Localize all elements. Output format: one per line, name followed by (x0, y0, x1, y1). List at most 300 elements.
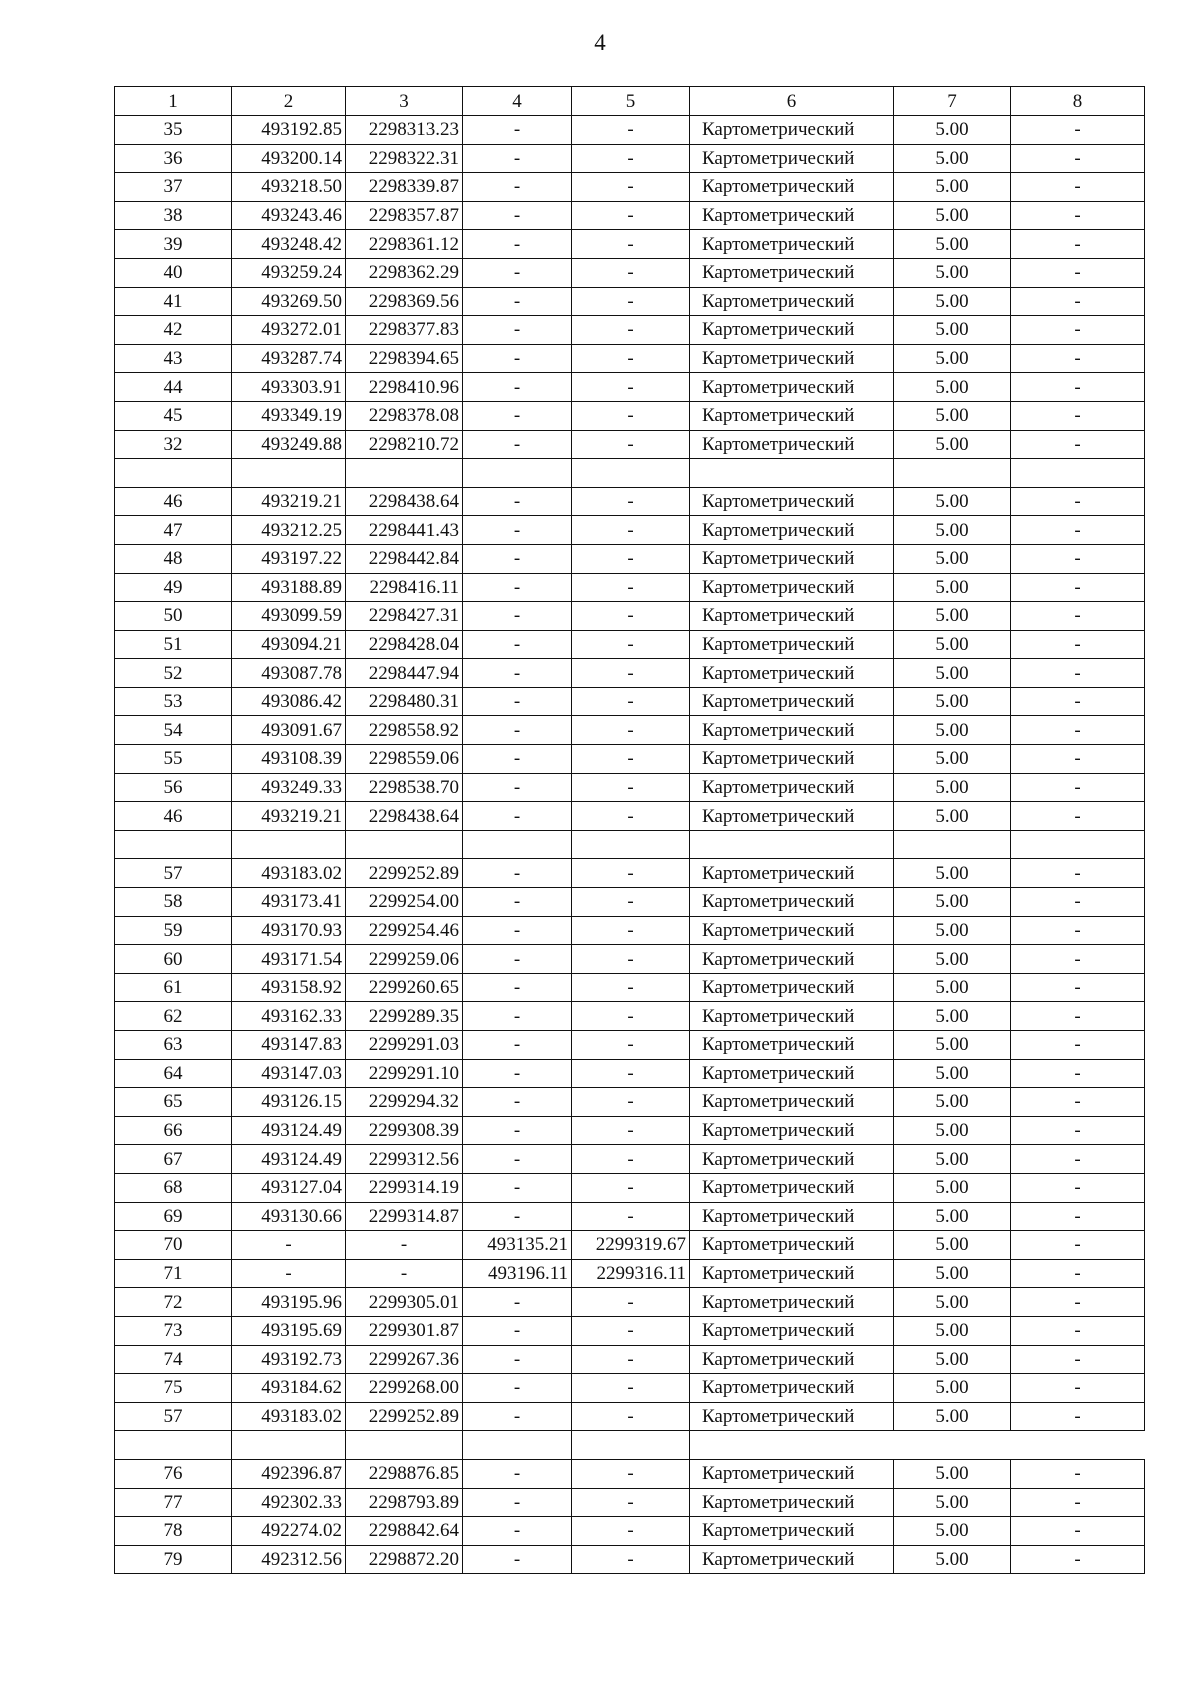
accuracy-cell: 5.00 (894, 1316, 1011, 1345)
x-alt-coordinate-cell: - (463, 316, 572, 345)
y-alt-coordinate-cell: - (572, 1059, 690, 1088)
x-coordinate-cell: 493192.73 (232, 1345, 346, 1374)
y-alt-coordinate-cell: - (572, 1202, 690, 1231)
point-number-cell: 32 (115, 430, 232, 459)
point-number-cell: 58 (115, 888, 232, 917)
x-coordinate-cell: 492302.33 (232, 1488, 346, 1517)
accuracy-cell: 5.00 (894, 1517, 1011, 1546)
x-coordinate-cell: 493184.62 (232, 1374, 346, 1403)
y-coordinate-cell: 2298416.11 (346, 573, 463, 602)
accuracy-cell: 5.00 (894, 1459, 1011, 1488)
y-alt-coordinate-cell: - (572, 144, 690, 173)
accuracy-cell: 5.00 (894, 401, 1011, 430)
method-cell: Картометрический (690, 745, 894, 774)
x-alt-coordinate-cell: - (463, 373, 572, 402)
note-cell: - (1011, 173, 1145, 202)
accuracy-cell: 5.00 (894, 1288, 1011, 1317)
table-row (115, 430, 1145, 459)
x-coordinate-cell: 493091.67 (232, 716, 346, 745)
x-coordinate-cell: 493147.83 (232, 1031, 346, 1060)
y-coordinate-cell: 2299291.03 (346, 1031, 463, 1060)
y-alt-coordinate-cell: - (572, 630, 690, 659)
table-row (115, 1316, 1145, 1345)
point-number-cell: 60 (115, 945, 232, 974)
x-alt-coordinate-cell: - (463, 1002, 572, 1031)
x-alt-coordinate-cell: - (463, 430, 572, 459)
accuracy-cell: 5.00 (894, 859, 1011, 888)
point-number-cell: 46 (115, 802, 232, 831)
table-row (115, 859, 1145, 888)
x-alt-coordinate-cell: - (463, 1145, 572, 1174)
note-cell: - (1011, 945, 1145, 974)
table-row (115, 401, 1145, 430)
note-cell: - (1011, 430, 1145, 459)
accuracy-cell: 5.00 (894, 630, 1011, 659)
accuracy-cell: 5.00 (894, 1173, 1011, 1202)
y-alt-coordinate-cell: - (572, 687, 690, 716)
accuracy-cell: 5.00 (894, 916, 1011, 945)
method-cell: Картометрический (690, 258, 894, 287)
y-coordinate-cell: 2299301.87 (346, 1316, 463, 1345)
table-row (115, 973, 1145, 1002)
x-coordinate-cell: 492396.87 (232, 1459, 346, 1488)
accuracy-cell: 5.00 (894, 973, 1011, 1002)
y-coordinate-cell: 2298427.31 (346, 602, 463, 631)
table-row (115, 1173, 1145, 1202)
y-coordinate-cell: 2299314.87 (346, 1202, 463, 1231)
x-alt-coordinate-cell: - (463, 1345, 572, 1374)
y-coordinate-cell: 2298447.94 (346, 659, 463, 688)
empty-cell (346, 459, 463, 488)
y-coordinate-cell: 2298394.65 (346, 344, 463, 373)
method-cell: Картометрический (690, 687, 894, 716)
point-number-cell: 70 (115, 1231, 232, 1260)
method-cell: Картометрический (690, 630, 894, 659)
point-number-cell: 48 (115, 544, 232, 573)
point-number-cell: 38 (115, 201, 232, 230)
x-alt-coordinate-cell: - (463, 258, 572, 287)
y-alt-coordinate-cell: - (572, 373, 690, 402)
y-alt-coordinate-cell: - (572, 230, 690, 259)
x-alt-coordinate-cell: - (463, 1059, 572, 1088)
table-row (115, 573, 1145, 602)
y-coordinate-cell: 2299260.65 (346, 973, 463, 1002)
y-coordinate-cell: 2298441.43 (346, 516, 463, 545)
y-coordinate-cell: 2298438.64 (346, 487, 463, 516)
method-cell: Картометрический (690, 544, 894, 573)
column-header: 8 (1011, 87, 1145, 116)
table-row (115, 1545, 1145, 1574)
separator-row (115, 459, 1145, 488)
x-alt-coordinate-cell: - (463, 573, 572, 602)
accuracy-cell: 5.00 (894, 1002, 1011, 1031)
table-row (115, 1259, 1145, 1288)
accuracy-cell: 5.00 (894, 201, 1011, 230)
accuracy-cell: 5.00 (894, 1345, 1011, 1374)
accuracy-cell: 5.00 (894, 1374, 1011, 1403)
note-cell: - (1011, 201, 1145, 230)
note-cell: - (1011, 1288, 1145, 1317)
point-number-cell: 41 (115, 287, 232, 316)
x-alt-coordinate-cell: - (463, 230, 572, 259)
method-cell: Картометрический (690, 287, 894, 316)
accuracy-cell: 5.00 (894, 945, 1011, 974)
x-alt-coordinate-cell: - (463, 201, 572, 230)
y-coordinate-cell: 2299254.46 (346, 916, 463, 945)
x-coordinate-cell: 493183.02 (232, 859, 346, 888)
table-row (115, 716, 1145, 745)
empty-cell (1011, 459, 1145, 488)
point-number-cell: 71 (115, 1259, 232, 1288)
x-alt-coordinate-cell: - (463, 1116, 572, 1145)
method-cell: Картометрический (690, 401, 894, 430)
point-number-cell: 63 (115, 1031, 232, 1060)
table-body (115, 87, 1145, 1574)
method-cell: Картометрический (690, 1259, 894, 1288)
table-row (115, 173, 1145, 202)
accuracy-cell: 5.00 (894, 144, 1011, 173)
y-coordinate-cell: 2298872.20 (346, 1545, 463, 1574)
point-number-cell: 62 (115, 1002, 232, 1031)
y-coordinate-cell: - (346, 1259, 463, 1288)
table-row (115, 116, 1145, 145)
y-coordinate-cell: 2299267.36 (346, 1345, 463, 1374)
table-row (115, 630, 1145, 659)
column-header: 1 (115, 87, 232, 116)
table-row (115, 916, 1145, 945)
x-alt-coordinate-cell: - (463, 173, 572, 202)
x-alt-coordinate-cell: - (463, 659, 572, 688)
point-number-cell: 57 (115, 859, 232, 888)
table-row (115, 1402, 1145, 1431)
x-alt-coordinate-cell: - (463, 1459, 572, 1488)
table-row (115, 1088, 1145, 1117)
method-cell: Картометрический (690, 230, 894, 259)
y-coordinate-cell: 2298876.85 (346, 1459, 463, 1488)
y-coordinate-cell: 2299268.00 (346, 1374, 463, 1403)
accuracy-cell: 5.00 (894, 1088, 1011, 1117)
column-header: 7 (894, 87, 1011, 116)
x-alt-coordinate-cell: - (463, 1031, 572, 1060)
table-row (115, 1002, 1145, 1031)
note-cell: - (1011, 1059, 1145, 1088)
point-number-cell: 69 (115, 1202, 232, 1231)
x-coordinate-cell: 493269.50 (232, 287, 346, 316)
y-alt-coordinate-cell: - (572, 401, 690, 430)
x-coordinate-cell: 493259.24 (232, 258, 346, 287)
y-alt-coordinate-cell: - (572, 1116, 690, 1145)
table-row (115, 1459, 1145, 1488)
x-coordinate-cell: 493124.49 (232, 1145, 346, 1174)
y-alt-coordinate-cell: - (572, 1517, 690, 1546)
y-alt-coordinate-cell: - (572, 659, 690, 688)
x-alt-coordinate-cell: - (463, 687, 572, 716)
table-row (115, 1374, 1145, 1403)
method-cell: Картометрический (690, 773, 894, 802)
table-row (115, 1059, 1145, 1088)
note-cell: - (1011, 487, 1145, 516)
point-number-cell: 53 (115, 687, 232, 716)
y-alt-coordinate-cell: - (572, 916, 690, 945)
point-number-cell: 61 (115, 973, 232, 1002)
method-cell: Картометрический (690, 1545, 894, 1574)
note-cell: - (1011, 630, 1145, 659)
x-coordinate-cell: 493249.88 (232, 430, 346, 459)
x-alt-coordinate-cell: - (463, 544, 572, 573)
separator-row (115, 830, 1145, 859)
method-cell: Картометрический (690, 1517, 894, 1546)
note-cell: - (1011, 1517, 1145, 1546)
y-coordinate-cell: 2298438.64 (346, 802, 463, 831)
point-number-cell: 49 (115, 573, 232, 602)
y-alt-coordinate-cell: - (572, 487, 690, 516)
note-cell: - (1011, 573, 1145, 602)
y-alt-coordinate-cell: - (572, 859, 690, 888)
y-coordinate-cell: 2299294.32 (346, 1088, 463, 1117)
accuracy-cell: 5.00 (894, 258, 1011, 287)
x-alt-coordinate-cell: - (463, 602, 572, 631)
accuracy-cell: 5.00 (894, 773, 1011, 802)
x-coordinate-cell: 493219.21 (232, 487, 346, 516)
x-coordinate-cell: 493126.15 (232, 1088, 346, 1117)
accuracy-cell: 5.00 (894, 888, 1011, 917)
x-alt-coordinate-cell: - (463, 1202, 572, 1231)
accuracy-cell: 5.00 (894, 1145, 1011, 1174)
empty-cell (115, 459, 232, 488)
y-alt-coordinate-cell: - (572, 802, 690, 831)
y-alt-coordinate-cell: - (572, 544, 690, 573)
y-alt-coordinate-cell: - (572, 773, 690, 802)
method-cell: Картометрический (690, 1316, 894, 1345)
x-coordinate-cell: 493188.89 (232, 573, 346, 602)
x-coordinate-cell: 492274.02 (232, 1517, 346, 1546)
table-row (115, 144, 1145, 173)
x-coordinate-cell: 493087.78 (232, 659, 346, 688)
table-row (115, 687, 1145, 716)
accuracy-cell: 5.00 (894, 745, 1011, 774)
table-row (115, 745, 1145, 774)
y-alt-coordinate-cell: - (572, 1031, 690, 1060)
y-coordinate-cell: 2299308.39 (346, 1116, 463, 1145)
note-cell: - (1011, 745, 1145, 774)
y-coordinate-cell: 2298842.64 (346, 1517, 463, 1546)
x-alt-coordinate-cell: - (463, 859, 572, 888)
y-alt-coordinate-cell: - (572, 888, 690, 917)
empty-cell (463, 1431, 572, 1460)
method-cell: Картометрический (690, 1002, 894, 1031)
y-coordinate-cell: 2299314.19 (346, 1173, 463, 1202)
x-coordinate-cell: 493349.19 (232, 401, 346, 430)
accuracy-cell: 5.00 (894, 230, 1011, 259)
y-coordinate-cell: 2299291.10 (346, 1059, 463, 1088)
table-row (115, 1345, 1145, 1374)
accuracy-cell: 5.00 (894, 1545, 1011, 1574)
x-alt-coordinate-cell: - (463, 802, 572, 831)
y-coordinate-cell: 2298369.56 (346, 287, 463, 316)
accuracy-cell: 5.00 (894, 716, 1011, 745)
note-cell: - (1011, 802, 1145, 831)
note-cell: - (1011, 1402, 1145, 1431)
x-coordinate-cell: 493192.85 (232, 116, 346, 145)
point-number-cell: 59 (115, 916, 232, 945)
y-alt-coordinate-cell: - (572, 1145, 690, 1174)
method-cell: Картометрический (690, 602, 894, 631)
x-coordinate-cell: 493147.03 (232, 1059, 346, 1088)
y-coordinate-cell: 2298538.70 (346, 773, 463, 802)
x-coordinate-cell: 493195.69 (232, 1316, 346, 1345)
note-cell: - (1011, 1173, 1145, 1202)
method-cell: Картометрический (690, 1374, 894, 1403)
y-alt-coordinate-cell: - (572, 573, 690, 602)
x-coordinate-cell: 493171.54 (232, 945, 346, 974)
table-row (115, 802, 1145, 831)
accuracy-cell: 5.00 (894, 344, 1011, 373)
empty-cell (346, 830, 463, 859)
y-coordinate-cell: 2298210.72 (346, 430, 463, 459)
accuracy-cell: 5.00 (894, 516, 1011, 545)
point-number-cell: 67 (115, 1145, 232, 1174)
y-alt-coordinate-cell: - (572, 316, 690, 345)
table-row (115, 888, 1145, 917)
x-alt-coordinate-cell: - (463, 716, 572, 745)
table-row (115, 201, 1145, 230)
point-number-cell: 55 (115, 745, 232, 774)
note-cell: - (1011, 973, 1145, 1002)
empty-cell (232, 1431, 346, 1460)
accuracy-cell: 5.00 (894, 116, 1011, 145)
note-cell: - (1011, 144, 1145, 173)
empty-cell (463, 459, 572, 488)
accuracy-cell: 5.00 (894, 602, 1011, 631)
table-row (115, 773, 1145, 802)
y-alt-coordinate-cell: - (572, 1545, 690, 1574)
x-alt-coordinate-cell: - (463, 516, 572, 545)
note-cell: - (1011, 401, 1145, 430)
x-alt-coordinate-cell: - (463, 916, 572, 945)
table-row (115, 1031, 1145, 1060)
accuracy-cell: 5.00 (894, 1116, 1011, 1145)
table-row (115, 487, 1145, 516)
table-row (115, 1231, 1145, 1260)
x-coordinate-cell: 492312.56 (232, 1545, 346, 1574)
point-number-cell: 36 (115, 144, 232, 173)
point-number-cell: 56 (115, 773, 232, 802)
x-coordinate-cell: 493170.93 (232, 916, 346, 945)
point-number-cell: 39 (115, 230, 232, 259)
method-cell: Картометрический (690, 344, 894, 373)
coordinates-table (114, 86, 1145, 1574)
method-cell: Картометрический (690, 659, 894, 688)
method-cell: Картометрический (690, 430, 894, 459)
accuracy-cell: 5.00 (894, 287, 1011, 316)
accuracy-cell: 5.00 (894, 173, 1011, 202)
x-coordinate-cell: 493200.14 (232, 144, 346, 173)
point-number-cell: 42 (115, 316, 232, 345)
y-coordinate-cell: 2298428.04 (346, 630, 463, 659)
y-coordinate-cell: 2298322.31 (346, 144, 463, 173)
accuracy-cell: 5.00 (894, 1031, 1011, 1060)
note-cell: - (1011, 316, 1145, 345)
table-row (115, 373, 1145, 402)
method-cell: Картометрический (690, 316, 894, 345)
header-row (115, 87, 1145, 116)
y-coordinate-cell: 2298357.87 (346, 201, 463, 230)
y-coordinate-cell: 2298558.92 (346, 716, 463, 745)
point-number-cell: 77 (115, 1488, 232, 1517)
y-alt-coordinate-cell: - (572, 287, 690, 316)
note-cell: - (1011, 773, 1145, 802)
y-coordinate-cell: 2299289.35 (346, 1002, 463, 1031)
x-coordinate-cell: - (232, 1259, 346, 1288)
x-alt-coordinate-cell: - (463, 1316, 572, 1345)
y-coordinate-cell: 2298480.31 (346, 687, 463, 716)
x-alt-coordinate-cell: - (463, 973, 572, 1002)
accuracy-cell: 5.00 (894, 487, 1011, 516)
note-cell: - (1011, 373, 1145, 402)
y-alt-coordinate-cell: - (572, 344, 690, 373)
table-row (115, 287, 1145, 316)
point-number-cell: 52 (115, 659, 232, 688)
y-coordinate-cell: 2298410.96 (346, 373, 463, 402)
point-number-cell: 45 (115, 401, 232, 430)
table-row (115, 1488, 1145, 1517)
method-cell: Картометрический (690, 173, 894, 202)
note-cell: - (1011, 1545, 1145, 1574)
point-number-cell: 78 (115, 1517, 232, 1546)
column-header: 2 (232, 87, 346, 116)
accuracy-cell: 5.00 (894, 544, 1011, 573)
method-cell: Картометрический (690, 859, 894, 888)
x-alt-coordinate-cell: - (463, 487, 572, 516)
y-coordinate-cell: 2298362.29 (346, 258, 463, 287)
y-alt-coordinate-cell: - (572, 258, 690, 287)
x-coordinate-cell: 493249.33 (232, 773, 346, 802)
point-number-cell: 54 (115, 716, 232, 745)
method-cell: Картометрический (690, 373, 894, 402)
note-cell: - (1011, 859, 1145, 888)
x-coordinate-cell: 493303.91 (232, 373, 346, 402)
point-number-cell: 51 (115, 630, 232, 659)
y-coordinate-cell: 2298442.84 (346, 544, 463, 573)
y-coordinate-cell: 2298361.12 (346, 230, 463, 259)
note-cell: - (1011, 516, 1145, 545)
y-alt-coordinate-cell: - (572, 516, 690, 545)
empty-cell (1011, 830, 1145, 859)
note-cell: - (1011, 287, 1145, 316)
method-cell: Картометрический (690, 1202, 894, 1231)
empty-cell (690, 1431, 1145, 1460)
x-alt-coordinate-cell: - (463, 630, 572, 659)
x-coordinate-cell: 493212.25 (232, 516, 346, 545)
point-number-cell: 66 (115, 1116, 232, 1145)
x-coordinate-cell: 493127.04 (232, 1173, 346, 1202)
y-alt-coordinate-cell: - (572, 1288, 690, 1317)
empty-cell (232, 830, 346, 859)
y-coordinate-cell: 2298793.89 (346, 1488, 463, 1517)
y-alt-coordinate-cell: - (572, 1374, 690, 1403)
accuracy-cell: 5.00 (894, 687, 1011, 716)
empty-cell (115, 830, 232, 859)
x-coordinate-cell: 493248.42 (232, 230, 346, 259)
table-row (115, 1116, 1145, 1145)
method-cell: Картометрический (690, 1345, 894, 1374)
note-cell: - (1011, 1488, 1145, 1517)
method-cell: Картометрический (690, 516, 894, 545)
point-number-cell: 72 (115, 1288, 232, 1317)
x-coordinate-cell: 493094.21 (232, 630, 346, 659)
note-cell: - (1011, 602, 1145, 631)
table-row (115, 230, 1145, 259)
